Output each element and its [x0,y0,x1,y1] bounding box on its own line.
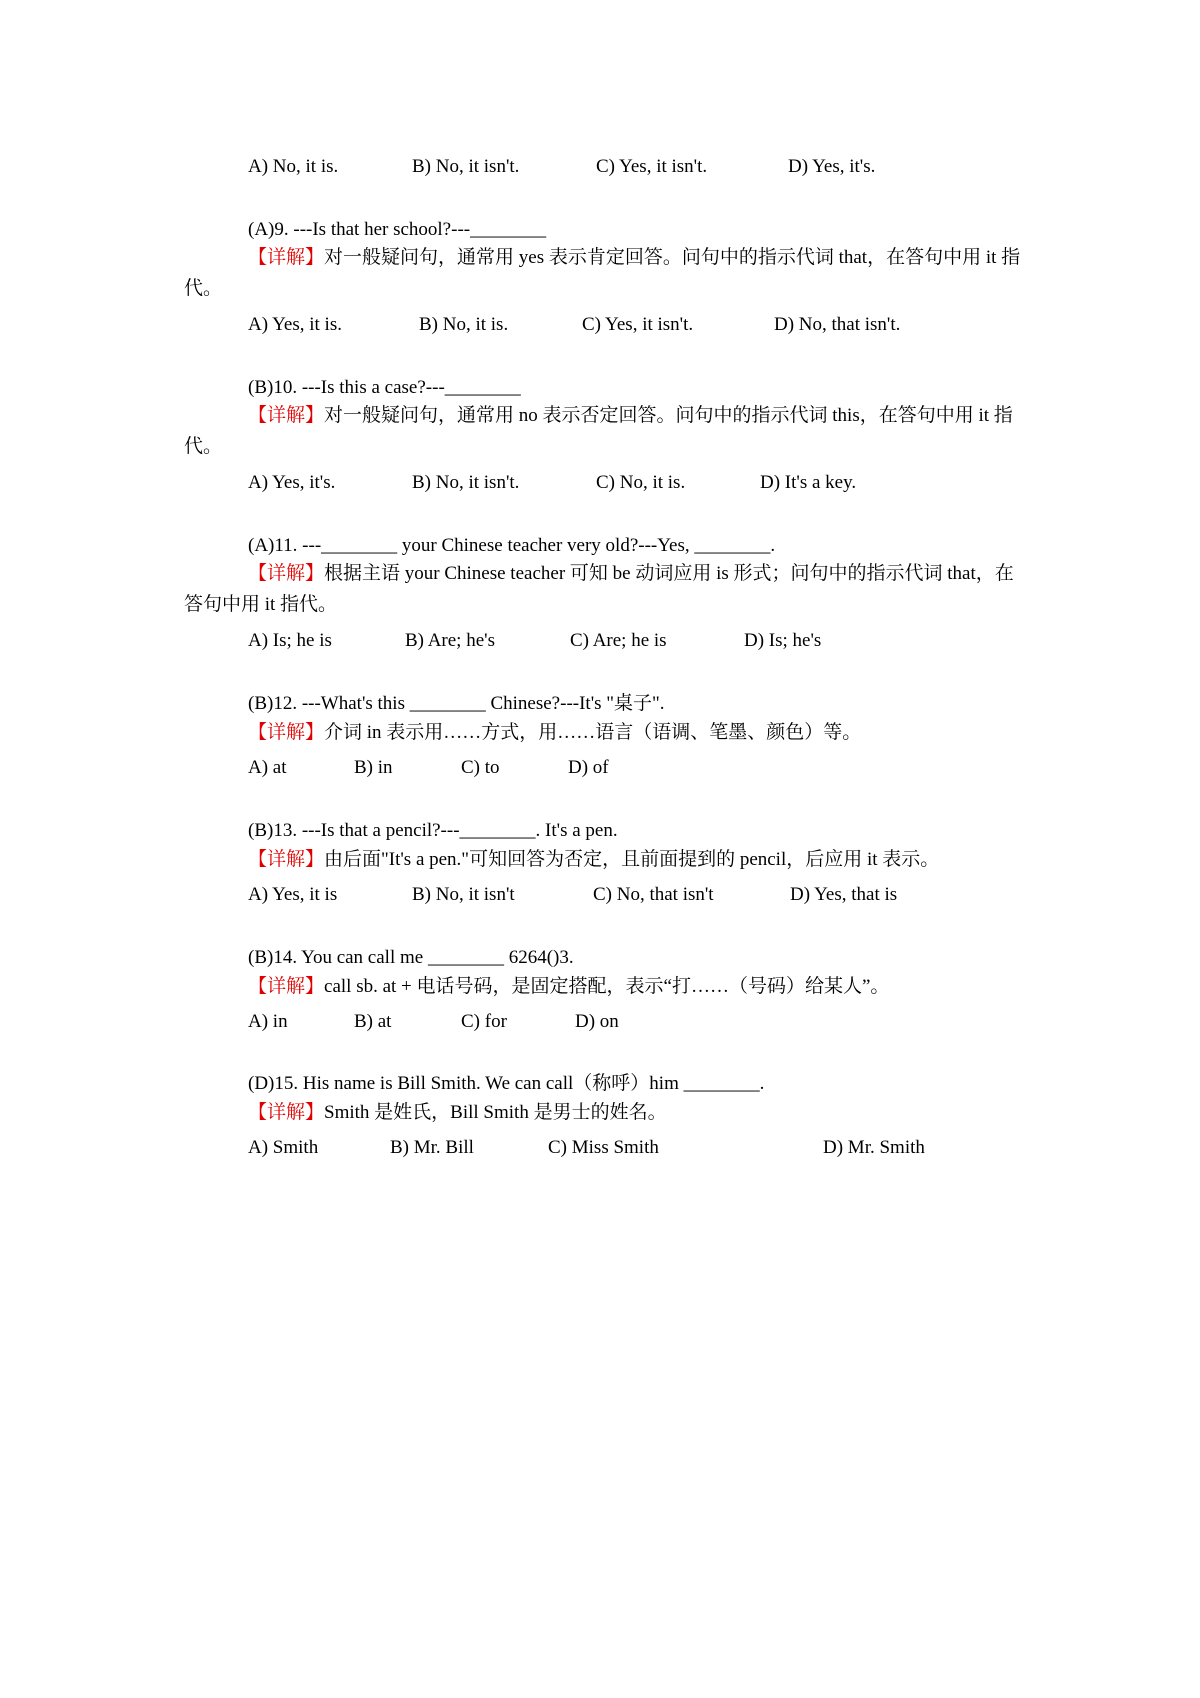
explanation-tag: 【详解】 [248,563,325,584]
option-b: B) No, it isn't. [412,472,520,493]
option-b: B) in [354,757,393,778]
option-a: A) Yes, it is. [248,314,342,335]
explanation-tag: 【详解】 [248,247,325,268]
explanation [184,400,1026,462]
question-stem: (D)15. His name is Bill Smith. We can call（称呼）him ________. [248,1073,765,1094]
option-a: A) Yes, it's. [248,472,336,493]
question-stem: (B)13. ---Is that a pencil?---________. It's a pen. [248,820,618,841]
question-stem: (B)12. ---What's this ________ Chinese?---It's "桌子". [248,693,665,714]
option-d: D) No, that isn't. [774,314,901,335]
option-d: D) It's a key. [760,472,857,493]
option-a: A) No, it is. [248,156,339,177]
explanation-text: 对一般疑问句，通常用 yes 表示肯定回答。问句中的指示代词 that，在答句中用 it 指代。 [184,247,1021,299]
option-d: D) Yes, it's. [788,156,876,177]
option-a: A) in [248,1011,288,1032]
option-b: B) No, it isn't. [412,156,520,177]
option-c: C) Yes, it isn't. [596,156,708,177]
option-d: D) on [575,1011,619,1032]
explanation [184,717,1026,748]
option-d: D) of [568,757,609,778]
option-d: D) Mr. Smith [823,1137,925,1158]
option-c: C) No, it is. [596,472,686,493]
explanation [184,558,1026,620]
question-stem: (B)10. ---Is this a case?---________ [248,377,521,398]
option-b: B) at [354,1011,392,1032]
option-a: A) at [248,757,287,778]
explanation-tag: 【详解】 [248,849,325,870]
option-c: C) Are; he is [570,630,667,651]
question-stem: (B)14. You can call me ________ 6264()3. [248,947,574,968]
option-a: A) Is; he is [248,630,332,651]
option-a: A) Yes, it is [248,884,338,905]
explanation [184,242,1026,304]
explanation-text: 介词 in 表示用……方式，用……语言（语调、笔墨、颜色）等。 [324,722,862,743]
explanation-tag: 【详解】 [248,405,325,426]
explanation-tag: 【详解】 [248,1102,325,1123]
explanation-text: 根据主语 your Chinese teacher 可知 be 动词应用 is 形式；问句中的指示代词 that，在答句中用 it 指代。 [184,563,1014,615]
explanation-text: 对一般疑问句，通常用 no 表示否定回答。问句中的指示代词 this，在答句中用 it 指代。 [184,405,1013,457]
option-c: C) to [461,757,500,778]
option-c: C) for [461,1011,507,1032]
explanation-text: Smith 是姓氏，Bill Smith 是男士的姓名。 [324,1102,667,1123]
option-c: C) Yes, it isn't. [582,314,694,335]
question-stem: (A)9. ---Is that her school?---________ [248,219,547,240]
option-b: B) No, it isn't [412,884,515,905]
option-b: B) No, it is. [419,314,509,335]
option-d: D) Is; he's [744,630,822,651]
explanation-tag: 【详解】 [248,976,325,997]
option-b: B) Mr. Bill [390,1137,474,1158]
question-stem: (A)11. ---________ your Chinese teacher very old?---Yes, ________. [248,535,776,556]
explanation [184,971,1026,1002]
explanation-text: 由后面"It's a pen."可知回答为否定，且前面提到的 pencil，后应用 it 表示。 [324,849,940,870]
option-b: B) Are; he's [405,630,495,651]
option-c: C) Miss Smith [548,1137,659,1158]
option-a: A) Smith [248,1137,319,1158]
option-c: C) No, that isn't [593,884,714,905]
explanation [184,844,1026,875]
explanation [184,1097,1026,1128]
explanation-tag: 【详解】 [248,722,325,743]
option-d: D) Yes, that is [790,884,898,905]
explanation-text: call sb. at + 电话号码，是固定搭配，表示“打……（号码）给某人”。 [324,976,890,997]
